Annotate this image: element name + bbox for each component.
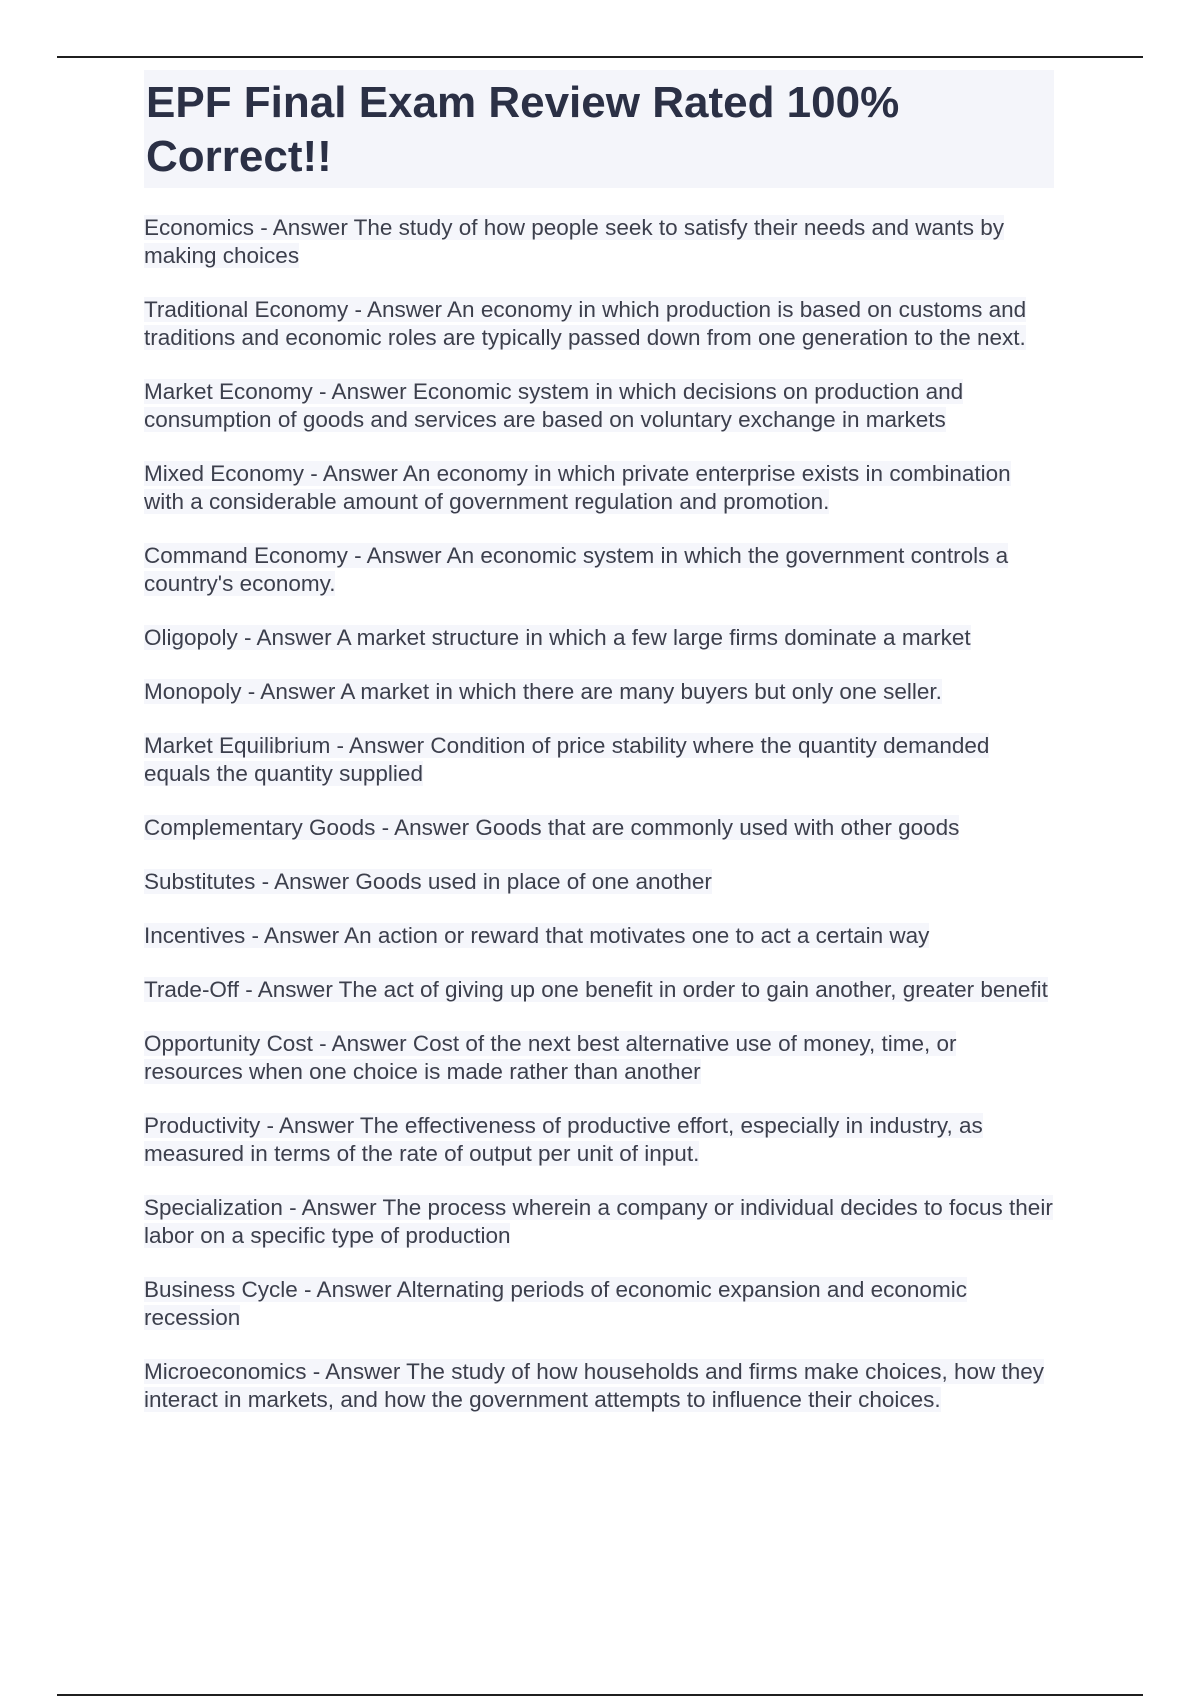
bottom-divider — [57, 1694, 1143, 1696]
document-title: EPF Final Exam Review Rated 100% Correct!! — [146, 78, 900, 181]
term-entry-text: Economics - Answer The study of how people seek to satisfy their needs and wants by making choices — [144, 215, 1005, 268]
term-entry-text: Market Economy - Answer Economic system in which decisions on production and consumption of goods and services are based on voluntary exchange in markets — [144, 379, 964, 432]
term-entry-oligopoly — [144, 624, 1054, 652]
term-entry-text: Oligopoly - Answer A market structure in which a few large firms dominate a market — [144, 625, 971, 650]
term-entry-monopoly — [144, 678, 1054, 706]
term-entry-text: Microeconomics - Answer The study of how households and firms make choices, how they interact in markets, and how the government attempts to influence their choices. — [144, 1359, 1044, 1412]
term-list — [144, 214, 1054, 1414]
term-entry-incentives — [144, 922, 1054, 950]
term-entry-text: Complementary Goods - Answer Goods that are commonly used with other goods — [144, 815, 960, 840]
term-entry-market-economy — [144, 378, 1054, 434]
term-entry-text: Trade-Off - Answer The act of giving up one benefit in order to gain another, greater benefit — [144, 977, 1048, 1002]
term-entry-text: Mixed Economy - Answer An economy in which private enterprise exists in combination with a considerable amount of government regulation and promotion. — [144, 461, 1011, 514]
term-entry-business-cycle — [144, 1276, 1054, 1332]
term-entry-text: Monopoly - Answer A market in which there are many buyers but only one seller. — [144, 679, 942, 704]
term-entry-traditional-economy — [144, 296, 1054, 352]
term-entry-complementary-goods — [144, 814, 1054, 842]
term-entry-opportunity-cost — [144, 1030, 1054, 1086]
term-entry-market-equilibrium — [144, 732, 1054, 788]
term-entry-substitutes — [144, 868, 1054, 896]
term-entry-microeconomics — [144, 1358, 1054, 1414]
term-entry-mixed-economy — [144, 460, 1054, 516]
term-entry-text: Opportunity Cost - Answer Cost of the next best alternative use of money, time, or resources when one choice is made rather than another — [144, 1031, 957, 1084]
document-body — [144, 70, 1054, 1440]
term-entry-command-economy — [144, 542, 1054, 598]
term-entry-text: Traditional Economy - Answer An economy in which production is based on customs and traditions and economic roles are typically passed down from one generation to the next. — [144, 297, 1027, 350]
term-entry-text: Specialization - Answer The process wherein a company or individual decides to focus their labor on a specific type of production — [144, 1195, 1053, 1248]
term-entry-productivity — [144, 1112, 1054, 1168]
term-entry-text: Incentives - Answer An action or reward that motivates one to act a certain way — [144, 923, 930, 948]
top-divider — [57, 56, 1143, 58]
term-entry-text: Productivity - Answer The effectiveness of productive effort, especially in industry, as measured in terms of the rate of output per unit of input. — [144, 1113, 983, 1166]
term-entry-text: Substitutes - Answer Goods used in place of one another — [144, 869, 712, 894]
term-entry-trade-off — [144, 976, 1054, 1004]
term-entry-text: Business Cycle - Answer Alternating periods of economic expansion and economic recession — [144, 1277, 967, 1330]
term-entry-text: Market Equilibrium - Answer Condition of price stability where the quantity demanded equals the quantity supplied — [144, 733, 990, 786]
term-entry-specialization — [144, 1194, 1054, 1250]
title-block — [144, 70, 1054, 188]
term-entry-text: Command Economy - Answer An economic system in which the government controls a country's economy. — [144, 543, 1009, 596]
term-entry-economics — [144, 214, 1054, 270]
